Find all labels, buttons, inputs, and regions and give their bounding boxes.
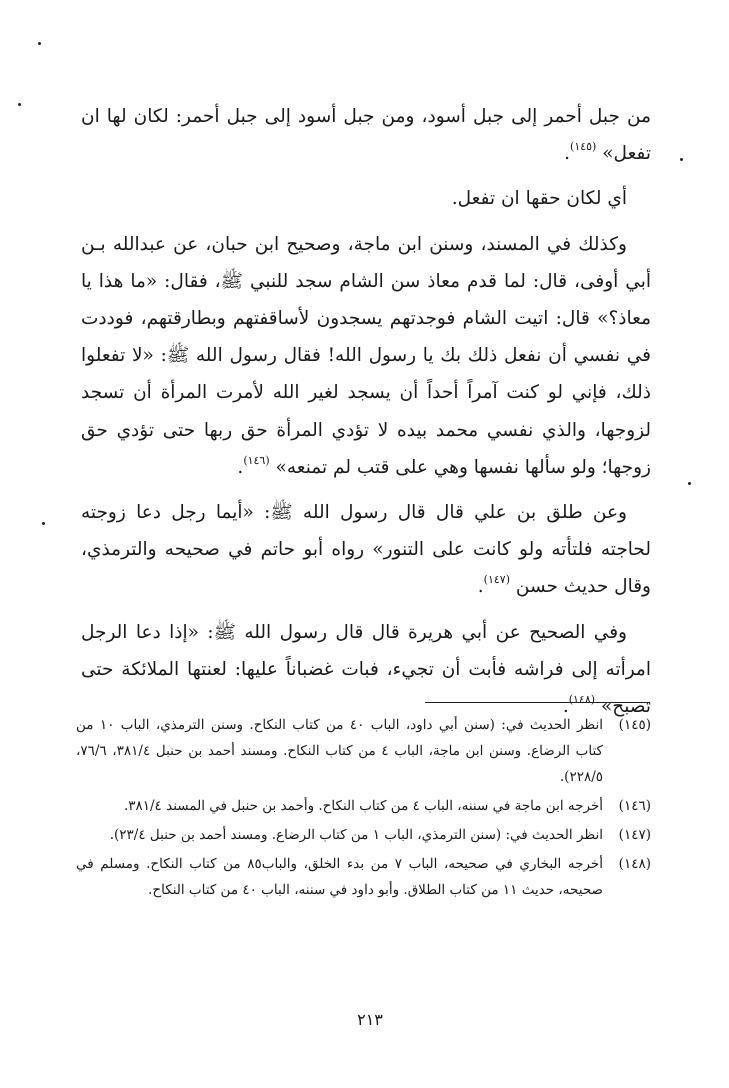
footnote-ref: (١٤٨) bbox=[568, 693, 596, 707]
main-text bbox=[81, 98, 651, 725]
scan-speck bbox=[18, 103, 21, 106]
paragraph-tail: . bbox=[564, 143, 571, 165]
paragraph bbox=[81, 226, 651, 486]
paragraph-tail: . bbox=[477, 576, 484, 598]
footnote-number: (١٤٦) bbox=[618, 798, 651, 814]
footnote bbox=[76, 851, 651, 903]
footnote-ref: (١٤٧) bbox=[483, 573, 510, 587]
paragraph bbox=[81, 180, 651, 217]
paragraph bbox=[81, 98, 651, 172]
footnote-text: أخرجه ابن ماجة في سننه، الباب ٤ من كتاب النكاح. وأحمد بن حنبل في المسند ٣٨١/٤. bbox=[123, 798, 603, 814]
scan-speck bbox=[680, 158, 683, 161]
scan-speck bbox=[688, 482, 691, 485]
paragraph-tail: . bbox=[237, 456, 244, 478]
footnote bbox=[76, 712, 651, 790]
paragraph-tail: . bbox=[562, 696, 569, 718]
paragraph-text: وكذلك في المسند، وسنن ابن ماجة، وصحيح ابن حبان، عن عبدالله بـن أبي أوفى، قال: لما قدم معاذ سن الشام سجد للنبي ﷺ، فقال: «ما هذا يا معاذ؟» قال: اتيت الشام فوجدتهم يسجدون لأساقفتهم وبطارقتهم، فوددت في نفسي أن نفعل ذلك بك يا رسول الله! فقال رسول الله ﷺ: «لا تفعلوا ذلك، فإني لو كنت آمراً أحداً أن يسجد لغير الله لأمرت المرأة أن تسجد لزوجها، والذي نفسي محمد بيده لا تؤدي المرأة حق ربها حتى تؤدي حق زوجها؛ ولو سألها نفسها وهي على قتب لم تمنعه» bbox=[81, 233, 651, 478]
paragraph-text: أي لكان حقها ان تفعل. bbox=[451, 188, 627, 210]
paragraph-text: وعن طلق بن علي قال قال رسول الله ﷺ: «أيما رجل دعا زوجته لحاجته فلتأته ولو كانت على التنور» رواه أبو حاتم في صحيحه والترمذي، وقال حديث حسن bbox=[81, 502, 651, 598]
paragraph bbox=[81, 614, 651, 726]
paragraph bbox=[81, 494, 651, 606]
footnotes bbox=[76, 712, 651, 906]
footnote-number: (١٤٨) bbox=[618, 856, 651, 872]
footnote-number: (١٤٥) bbox=[618, 717, 651, 733]
page-number: ٢١٣ bbox=[357, 1010, 383, 1029]
footnote-text: انظر الحديث في: (سنن الترمذي، الباب ١ من كتاب الرضاع. ومسند أحمد بن حنبل ٢٣/٤). bbox=[109, 827, 603, 843]
footnote bbox=[76, 793, 651, 819]
footnote-ref: (١٤٦) bbox=[243, 453, 270, 467]
footnote bbox=[76, 822, 651, 848]
footnote-ref: (١٤٥) bbox=[570, 140, 597, 154]
paragraph-text: من جبل أحمر إلى جبل أسود، ومن جبل أسود إلى جبل أحمر: لكان لها ان تفعل» bbox=[81, 106, 651, 165]
footnote-divider bbox=[425, 702, 650, 703]
scan-speck bbox=[42, 522, 45, 525]
footnote-text: انظر الحديث في: (سنن أبي داود، الباب ٤٠ من كتاب النكاح. وسنن الترمذي، الباب ١٠ من كتاب الرضاع. وسنن ابن ماجة، الباب ٤ من كتاب النكاح. ومسند أحمد بن حنبل ٣٨١/٤، ٧٦/٦، ٢٢٨/٥). bbox=[76, 717, 603, 785]
paragraph-text: وفي الصحيح عن أبي هريرة قال قال رسول الله ﷺ: «إذا دعا الرجل امرأته إلى فراشه فأبت أن تجيء، فبات غضباناً عليها: لعنتها الملائكة حتى تصبح» bbox=[81, 621, 651, 718]
footnote-text: أخرجه البخاري في صحيحه، الباب ٧ من بدء الخلق، والباب٨٥ من كتاب النكاح. ومسلم في صحيحه، حديث ١١ من كتاب الطلاق. وأبو داود في سننه، الباب ٤٠ من كتاب النكاح. bbox=[76, 856, 603, 898]
footnote-number: (١٤٧) bbox=[618, 827, 651, 843]
scan-speck bbox=[38, 42, 41, 45]
